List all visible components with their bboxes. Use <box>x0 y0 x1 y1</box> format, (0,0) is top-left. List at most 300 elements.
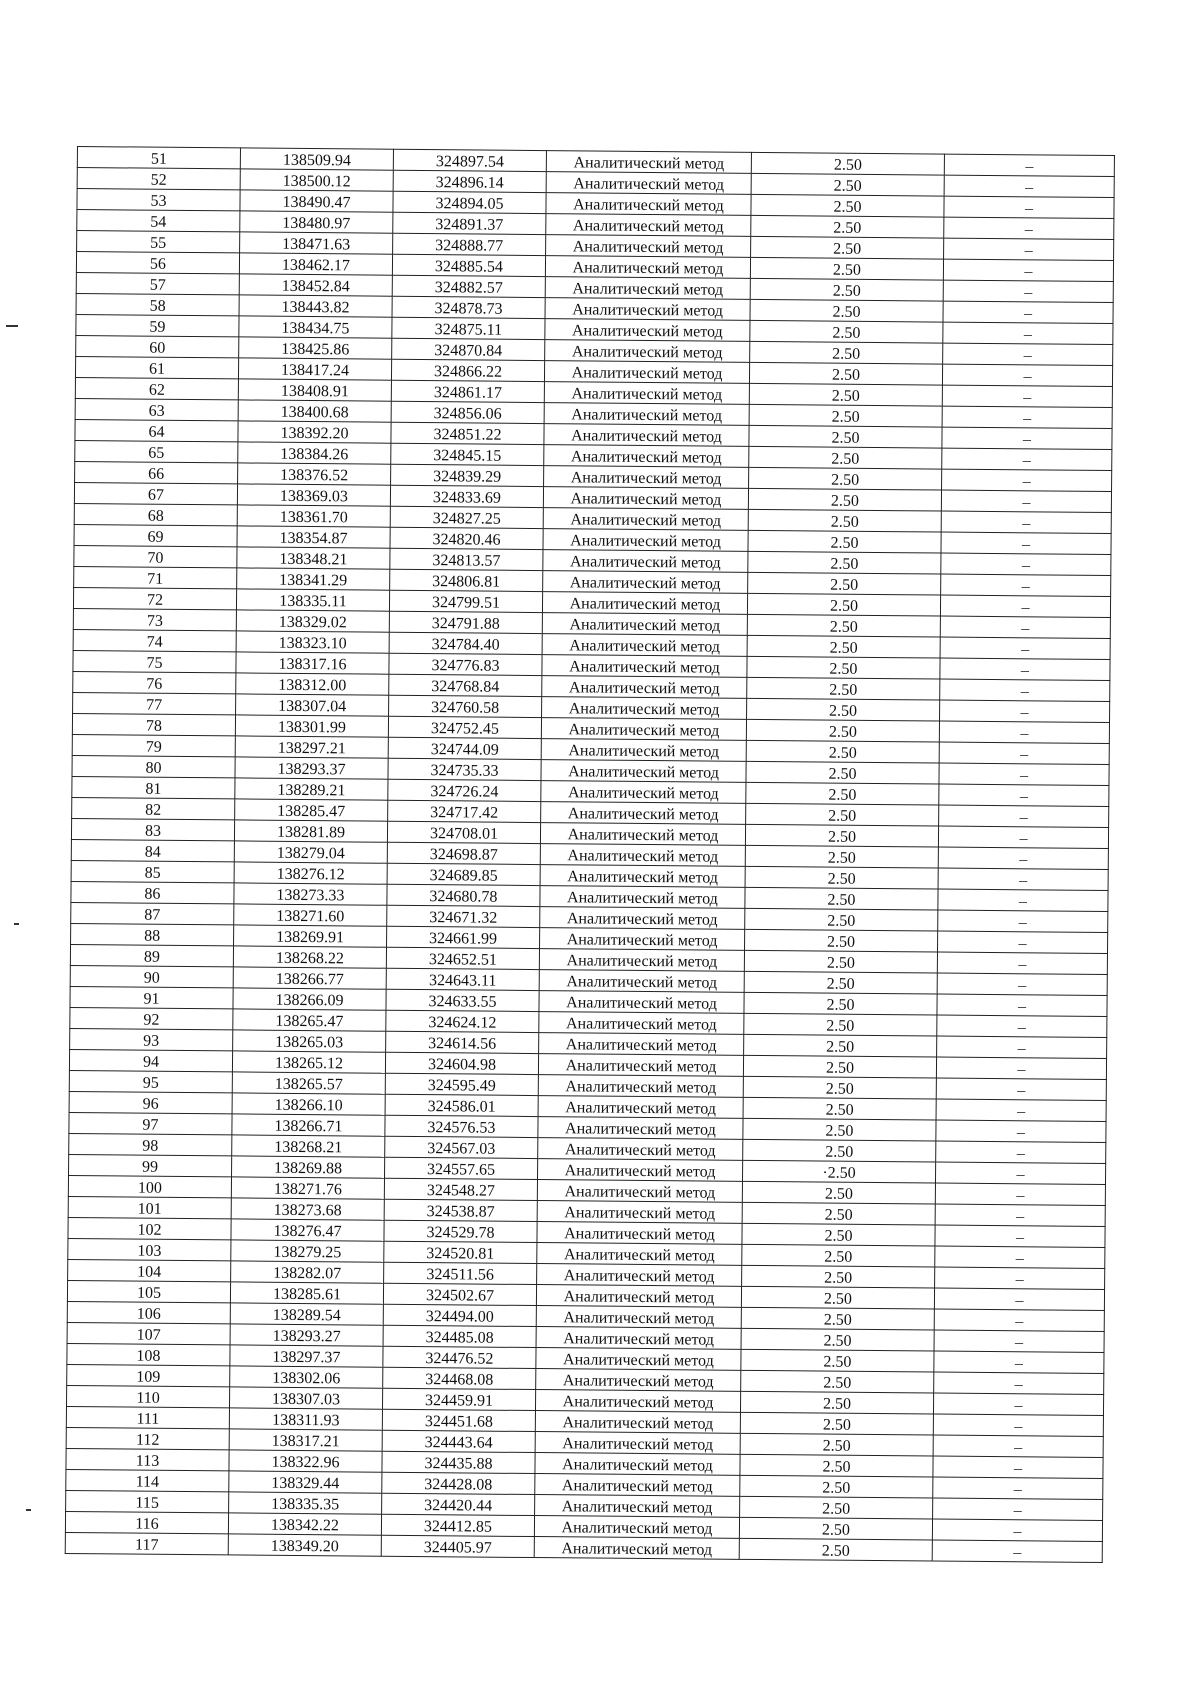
accuracy-cell: 2.50 <box>743 1118 936 1141</box>
x-coordinate-cell: 138276.47 <box>231 1219 384 1241</box>
accuracy-cell: 2.50 <box>746 719 939 742</box>
point-number-cell: 57 <box>76 272 239 294</box>
y-coordinate-cell: 324428.08 <box>382 1472 535 1494</box>
description-cell: – <box>942 469 1112 491</box>
accuracy-cell: 2.50 <box>744 992 937 1015</box>
y-coordinate-cell: 324760.58 <box>389 695 542 717</box>
method-cell: Аналитический метод <box>536 1369 741 1392</box>
y-coordinate-cell: 324784.40 <box>389 632 542 654</box>
method-cell: Аналитический метод <box>535 1474 740 1497</box>
y-coordinate-cell: 324614.56 <box>386 1031 539 1053</box>
point-number-cell: 105 <box>67 1280 230 1302</box>
method-cell: Аналитический метод <box>538 1096 743 1119</box>
y-coordinate-cell: 324485.08 <box>383 1325 536 1347</box>
method-cell: Аналитический метод <box>535 1495 740 1518</box>
y-coordinate-cell: 324538.87 <box>384 1199 537 1221</box>
point-number-cell: 59 <box>76 314 239 336</box>
point-number-cell: 97 <box>69 1112 232 1134</box>
x-coordinate-cell: 138490.47 <box>240 190 393 212</box>
method-cell: Аналитический метод <box>541 802 746 825</box>
accuracy-cell: 2.50 <box>741 1370 934 1393</box>
y-coordinate-cell: 324652.51 <box>386 947 539 969</box>
point-number-cell: 91 <box>70 986 233 1008</box>
point-number-cell: 56 <box>76 252 239 274</box>
x-coordinate-cell: 138354.87 <box>237 526 390 548</box>
x-coordinate-cell: 138408.91 <box>238 379 391 401</box>
x-coordinate-cell: 138289.21 <box>235 778 388 800</box>
method-cell: Аналитический метод <box>537 1180 742 1203</box>
point-number-cell: 63 <box>75 398 238 420</box>
accuracy-cell: 2.50 <box>747 593 940 616</box>
point-number-cell: 62 <box>75 377 238 399</box>
method-cell: Аналитический метод <box>535 1453 740 1476</box>
accuracy-cell: 2.50 <box>746 782 939 805</box>
y-coordinate-cell: 324752.45 <box>388 716 541 738</box>
x-coordinate-cell: 138265.57 <box>232 1072 385 1094</box>
y-coordinate-cell: 324897.54 <box>393 149 546 171</box>
description-cell: – <box>934 1288 1104 1310</box>
x-coordinate-cell: 138302.06 <box>230 1366 383 1388</box>
method-cell: Аналитический метод <box>537 1264 742 1287</box>
method-cell: Аналитический метод <box>542 697 747 720</box>
description-cell: – <box>939 784 1109 806</box>
method-cell: Аналитический метод <box>539 991 744 1014</box>
x-coordinate-cell: 138434.75 <box>239 316 392 338</box>
x-coordinate-cell: 138342.22 <box>228 1513 381 1535</box>
method-cell: Аналитический метод <box>543 508 748 531</box>
accuracy-cell: 2.50 <box>750 341 943 364</box>
description-cell: – <box>942 448 1112 470</box>
method-cell: Аналитический метод <box>544 466 749 489</box>
description-cell: – <box>941 574 1111 596</box>
x-coordinate-cell: 138269.91 <box>234 925 387 947</box>
point-number-cell: 61 <box>75 356 238 378</box>
x-coordinate-cell: 138265.03 <box>233 1030 386 1052</box>
description-cell: – <box>936 1099 1106 1121</box>
point-number-cell: 96 <box>69 1091 232 1113</box>
accuracy-cell: 2.50 <box>747 677 940 700</box>
accuracy-cell: 2.50 <box>741 1286 934 1309</box>
method-cell: Аналитический метод <box>536 1348 741 1371</box>
method-cell: Аналитический метод <box>538 1075 743 1098</box>
method-cell: Аналитический метод <box>538 1117 743 1140</box>
coordinates-table-wrapper <box>65 146 1108 1563</box>
y-coordinate-cell: 324548.27 <box>384 1178 537 1200</box>
method-cell: Аналитический метод <box>537 1201 742 1224</box>
description-cell: – <box>935 1183 1105 1205</box>
description-cell: – <box>942 427 1112 449</box>
y-coordinate-cell: 324476.52 <box>383 1346 536 1368</box>
point-number-cell: 71 <box>74 566 237 588</box>
x-coordinate-cell: 138297.21 <box>235 736 388 758</box>
x-coordinate-cell: 138348.21 <box>237 547 390 569</box>
x-coordinate-cell: 138266.09 <box>233 988 386 1010</box>
point-number-cell: 73 <box>73 608 236 630</box>
method-cell: Аналитический метод <box>540 928 745 951</box>
point-number-cell: 107 <box>67 1322 230 1344</box>
accuracy-cell: 2.50 <box>748 509 941 532</box>
point-number-cell: 111 <box>66 1406 229 1428</box>
method-cell: Аналитический метод <box>540 844 745 867</box>
accuracy-cell: 2.50 <box>747 656 940 679</box>
x-coordinate-cell: 138268.22 <box>233 946 386 968</box>
description-cell: – <box>944 196 1114 218</box>
accuracy-cell: 2.50 <box>740 1412 933 1435</box>
description-cell: – <box>933 1435 1103 1457</box>
description-cell: – <box>937 1015 1107 1037</box>
x-coordinate-cell: 138268.21 <box>232 1135 385 1157</box>
y-coordinate-cell: 324633.55 <box>386 989 539 1011</box>
method-cell: Аналитический метод <box>541 760 746 783</box>
y-coordinate-cell: 324856.06 <box>391 401 544 423</box>
description-cell: – <box>938 826 1108 848</box>
description-cell: – <box>941 532 1111 554</box>
method-cell: Аналитический метод <box>541 718 746 741</box>
description-cell: – <box>938 847 1108 869</box>
point-number-cell: 76 <box>73 671 236 693</box>
description-cell: – <box>943 343 1113 365</box>
method-cell: Аналитический метод <box>542 634 747 657</box>
x-coordinate-cell: 138285.61 <box>230 1282 383 1304</box>
accuracy-cell: 2.50 <box>740 1454 933 1477</box>
y-coordinate-cell: 324502.67 <box>383 1283 536 1305</box>
x-coordinate-cell: 138266.77 <box>233 967 386 989</box>
y-coordinate-cell: 324661.99 <box>387 926 540 948</box>
method-cell: Аналитический метод <box>535 1432 740 1455</box>
description-cell: – <box>937 1036 1107 1058</box>
description-cell: – <box>933 1498 1103 1520</box>
x-coordinate-cell: 138285.47 <box>235 799 388 821</box>
accuracy-cell: 2.50 <box>751 215 944 238</box>
description-cell: – <box>941 511 1111 533</box>
point-number-cell: 85 <box>71 860 234 882</box>
x-coordinate-cell: 138349.20 <box>228 1534 381 1556</box>
accuracy-cell: 2.50 <box>744 1034 937 1057</box>
point-number-cell: 83 <box>71 818 234 840</box>
point-number-cell: 116 <box>65 1511 228 1533</box>
method-cell: Аналитический метод <box>546 151 751 174</box>
accuracy-cell: 2.50 <box>741 1307 934 1330</box>
accuracy-cell: 2.50 <box>743 1055 936 1078</box>
method-cell: Аналитический метод <box>540 886 745 909</box>
x-coordinate-cell: 138452.84 <box>239 274 392 296</box>
method-cell: Аналитический метод <box>535 1411 740 1434</box>
point-number-cell: 109 <box>67 1364 230 1386</box>
accuracy-cell: 2.50 <box>747 614 940 637</box>
y-coordinate-cell: 324420.44 <box>382 1493 535 1515</box>
accuracy-cell: 2.50 <box>745 908 938 931</box>
x-coordinate-cell: 138276.12 <box>234 862 387 884</box>
accuracy-cell: 2.50 <box>749 467 942 490</box>
method-cell: Аналитический метод <box>539 1012 744 1035</box>
accuracy-cell: 2.50 <box>742 1265 935 1288</box>
point-number-cell: 54 <box>77 210 240 232</box>
y-coordinate-cell: 324643.11 <box>386 968 539 990</box>
method-cell: Аналитический метод <box>543 529 748 552</box>
accuracy-cell: 2.50 <box>750 320 943 343</box>
accuracy-cell: 2.50 <box>748 551 941 574</box>
y-coordinate-cell: 324833.69 <box>390 485 543 507</box>
y-coordinate-cell: 324576.53 <box>385 1115 538 1137</box>
method-cell: Аналитический метод <box>546 214 751 237</box>
point-number-cell: 74 <box>73 629 236 651</box>
method-cell: Аналитический метод <box>540 823 745 846</box>
x-coordinate-cell: 138425.86 <box>239 337 392 359</box>
accuracy-cell: 2.50 <box>749 383 942 406</box>
accuracy-cell: 2.50 <box>739 1538 932 1561</box>
description-cell: – <box>936 1078 1106 1100</box>
x-coordinate-cell: 138392.20 <box>238 421 391 443</box>
x-coordinate-cell: 138317.16 <box>236 652 389 674</box>
accuracy-cell: 2.50 <box>744 971 937 994</box>
x-coordinate-cell: 138269.88 <box>232 1156 385 1178</box>
y-coordinate-cell: 324459.91 <box>382 1388 535 1410</box>
x-coordinate-cell: 138329.02 <box>236 610 389 632</box>
y-coordinate-cell: 324595.49 <box>385 1073 538 1095</box>
point-number-cell: 70 <box>74 545 237 567</box>
accuracy-cell: 2.50 <box>746 803 939 826</box>
x-coordinate-cell: 138266.71 <box>232 1114 385 1136</box>
description-cell: – <box>938 910 1108 932</box>
x-coordinate-cell: 138335.35 <box>229 1492 382 1514</box>
accuracy-cell: 2.50 <box>744 950 937 973</box>
description-cell: – <box>936 1120 1106 1142</box>
point-number-cell: 90 <box>70 965 233 987</box>
method-cell: Аналитический метод <box>544 382 749 405</box>
scan-mark <box>26 1509 31 1511</box>
accuracy-cell: 2.50 <box>750 278 943 301</box>
point-number-cell: 86 <box>71 881 234 903</box>
description-cell: – <box>940 637 1110 659</box>
y-coordinate-cell: 324735.33 <box>388 758 541 780</box>
accuracy-cell: ·2.50 <box>742 1160 935 1183</box>
point-number-cell: 89 <box>70 944 233 966</box>
accuracy-cell: 2.50 <box>744 1013 937 1036</box>
method-cell: Аналитический метод <box>545 319 750 342</box>
x-coordinate-cell: 138279.04 <box>234 841 387 863</box>
method-cell: Аналитический метод <box>541 739 746 762</box>
x-coordinate-cell: 138266.10 <box>232 1093 385 1115</box>
description-cell: – <box>935 1204 1105 1226</box>
method-cell: Аналитический метод <box>544 424 749 447</box>
x-coordinate-cell: 138282.07 <box>231 1261 384 1283</box>
y-coordinate-cell: 324888.77 <box>393 233 546 255</box>
method-cell: Аналитический метод <box>537 1243 742 1266</box>
description-cell: – <box>944 175 1114 197</box>
accuracy-cell: 2.50 <box>742 1223 935 1246</box>
coordinates-table <box>65 146 1115 1563</box>
point-number-cell: 115 <box>66 1490 229 1512</box>
x-coordinate-cell: 138322.96 <box>229 1450 382 1472</box>
method-cell: Аналитический метод <box>537 1222 742 1245</box>
accuracy-cell: 2.50 <box>748 488 941 511</box>
point-number-cell: 108 <box>67 1343 230 1365</box>
description-cell: – <box>935 1267 1105 1289</box>
point-number-cell: 81 <box>72 776 235 798</box>
scan-mark <box>6 325 18 327</box>
y-coordinate-cell: 324768.84 <box>389 674 542 696</box>
y-coordinate-cell: 324827.25 <box>390 506 543 528</box>
description-cell: – <box>934 1309 1104 1331</box>
x-coordinate-cell: 138400.68 <box>238 400 391 422</box>
point-number-cell: 88 <box>71 923 234 945</box>
method-cell: Аналитический метод <box>540 865 745 888</box>
description-cell: – <box>937 931 1107 953</box>
description-cell: – <box>939 742 1109 764</box>
description-cell: – <box>932 1519 1102 1541</box>
y-coordinate-cell: 324799.51 <box>389 590 542 612</box>
accuracy-cell: 2.50 <box>746 740 939 763</box>
y-coordinate-cell: 324851.22 <box>391 422 544 444</box>
method-cell: Аналитический метод <box>542 613 747 636</box>
x-coordinate-cell: 138323.10 <box>236 631 389 653</box>
accuracy-cell: 2.50 <box>740 1433 933 1456</box>
x-coordinate-cell: 138281.89 <box>234 820 387 842</box>
y-coordinate-cell: 324671.32 <box>387 905 540 927</box>
y-coordinate-cell: 324698.87 <box>387 842 540 864</box>
method-cell: Аналитический метод <box>536 1285 741 1308</box>
y-coordinate-cell: 324689.85 <box>387 863 540 885</box>
description-cell: – <box>936 1141 1106 1163</box>
description-cell: – <box>944 238 1114 260</box>
method-cell: Аналитический метод <box>543 487 748 510</box>
point-number-cell: 78 <box>72 713 235 735</box>
x-coordinate-cell: 138341.29 <box>237 568 390 590</box>
point-number-cell: 87 <box>71 902 234 924</box>
description-cell: – <box>935 1225 1105 1247</box>
accuracy-cell: 2.50 <box>749 425 942 448</box>
x-coordinate-cell: 138271.76 <box>231 1177 384 1199</box>
accuracy-cell: 2.50 <box>749 446 942 469</box>
y-coordinate-cell: 324557.65 <box>385 1157 538 1179</box>
y-coordinate-cell: 324468.08 <box>383 1367 536 1389</box>
x-coordinate-cell: 138471.63 <box>240 232 393 254</box>
method-cell: Аналитический метод <box>538 1054 743 1077</box>
method-cell: Аналитический метод <box>542 676 747 699</box>
accuracy-cell: 2.50 <box>745 866 938 889</box>
description-cell: – <box>932 1540 1102 1562</box>
point-number-cell: 64 <box>75 419 238 441</box>
accuracy-cell: 2.50 <box>749 362 942 385</box>
accuracy-cell: 2.50 <box>748 572 941 595</box>
x-coordinate-cell: 138417.24 <box>238 358 391 380</box>
point-number-cell: 106 <box>67 1301 230 1323</box>
accuracy-cell: 2.50 <box>746 761 939 784</box>
method-cell: Аналитический метод <box>536 1306 741 1329</box>
y-coordinate-cell: 324412.85 <box>381 1514 534 1536</box>
y-coordinate-cell: 324520.81 <box>384 1241 537 1263</box>
method-cell: Аналитический метод <box>546 193 751 216</box>
description-cell: – <box>933 1393 1103 1415</box>
y-coordinate-cell: 324839.29 <box>391 464 544 486</box>
description-cell: – <box>941 553 1111 575</box>
method-cell: Аналитический метод <box>544 445 749 468</box>
point-number-cell: 77 <box>73 692 236 714</box>
accuracy-cell: 2.50 <box>747 635 940 658</box>
x-coordinate-cell: 138293.27 <box>230 1324 383 1346</box>
description-cell: – <box>940 616 1110 638</box>
accuracy-cell: 2.50 <box>743 1097 936 1120</box>
accuracy-cell: 2.50 <box>739 1517 932 1540</box>
description-cell: – <box>942 385 1112 407</box>
y-coordinate-cell: 324708.01 <box>387 821 540 843</box>
scan-mark <box>14 923 19 925</box>
accuracy-cell: 2.50 <box>751 194 944 217</box>
y-coordinate-cell: 324776.83 <box>389 653 542 675</box>
description-cell: – <box>936 1057 1106 1079</box>
y-coordinate-cell: 324511.56 <box>384 1262 537 1284</box>
y-coordinate-cell: 324891.37 <box>393 212 546 234</box>
y-coordinate-cell: 324885.54 <box>392 254 545 276</box>
x-coordinate-cell: 138307.03 <box>229 1387 382 1409</box>
description-cell: – <box>942 406 1112 428</box>
point-number-cell: 58 <box>76 293 239 315</box>
description-cell: – <box>934 1351 1104 1373</box>
method-cell: Аналитический метод <box>544 403 749 426</box>
description-cell: – <box>940 679 1110 701</box>
x-coordinate-cell: 138307.04 <box>236 694 389 716</box>
point-number-cell: 99 <box>69 1154 232 1176</box>
x-coordinate-cell: 138480.97 <box>240 211 393 233</box>
x-coordinate-cell: 138376.52 <box>238 463 391 485</box>
point-number-cell: 117 <box>65 1532 228 1554</box>
method-cell: Аналитический метод <box>539 949 744 972</box>
description-cell: – <box>937 973 1107 995</box>
description-cell: – <box>934 1330 1104 1352</box>
description-cell: – <box>940 658 1110 680</box>
description-cell: – <box>943 322 1113 344</box>
x-coordinate-cell: 138301.99 <box>235 715 388 737</box>
table-body <box>65 147 1114 1563</box>
x-coordinate-cell: 138369.03 <box>237 484 390 506</box>
point-number-cell: 80 <box>72 755 235 777</box>
x-coordinate-cell: 138312.00 <box>236 673 389 695</box>
point-number-cell: 100 <box>68 1175 231 1197</box>
y-coordinate-cell: 324529.78 <box>384 1220 537 1242</box>
accuracy-cell: 2.50 <box>743 1076 936 1099</box>
accuracy-cell: 2.50 <box>745 929 938 952</box>
description-cell: – <box>933 1414 1103 1436</box>
method-cell: Аналитический метод <box>542 592 747 615</box>
method-cell: Аналитический метод <box>541 781 746 804</box>
point-number-cell: 95 <box>69 1070 232 1092</box>
description-cell: – <box>937 994 1107 1016</box>
point-number-cell: 104 <box>68 1259 231 1281</box>
x-coordinate-cell: 138297.37 <box>230 1345 383 1367</box>
method-cell: Аналитический метод <box>545 256 750 279</box>
point-number-cell: 79 <box>72 734 235 756</box>
method-cell: Аналитический метод <box>545 340 750 363</box>
accuracy-cell: 2.50 <box>751 152 944 175</box>
accuracy-cell: 2.50 <box>741 1349 934 1372</box>
y-coordinate-cell: 324845.15 <box>391 443 544 465</box>
point-number-cell: 103 <box>68 1238 231 1260</box>
description-cell: – <box>935 1162 1105 1184</box>
y-coordinate-cell: 324405.97 <box>381 1535 534 1557</box>
description-cell: – <box>935 1246 1105 1268</box>
point-number-cell: 110 <box>67 1385 230 1407</box>
x-coordinate-cell: 138265.47 <box>233 1009 386 1031</box>
y-coordinate-cell: 324567.03 <box>385 1136 538 1158</box>
description-cell: – <box>940 700 1110 722</box>
point-number-cell: 102 <box>68 1217 231 1239</box>
method-cell: Аналитический метод <box>546 172 751 195</box>
point-number-cell: 93 <box>70 1028 233 1050</box>
method-cell: Аналитический метод <box>538 1138 743 1161</box>
description-cell: – <box>941 490 1111 512</box>
method-cell: Аналитический метод <box>546 235 751 258</box>
x-coordinate-cell: 138317.21 <box>229 1429 382 1451</box>
